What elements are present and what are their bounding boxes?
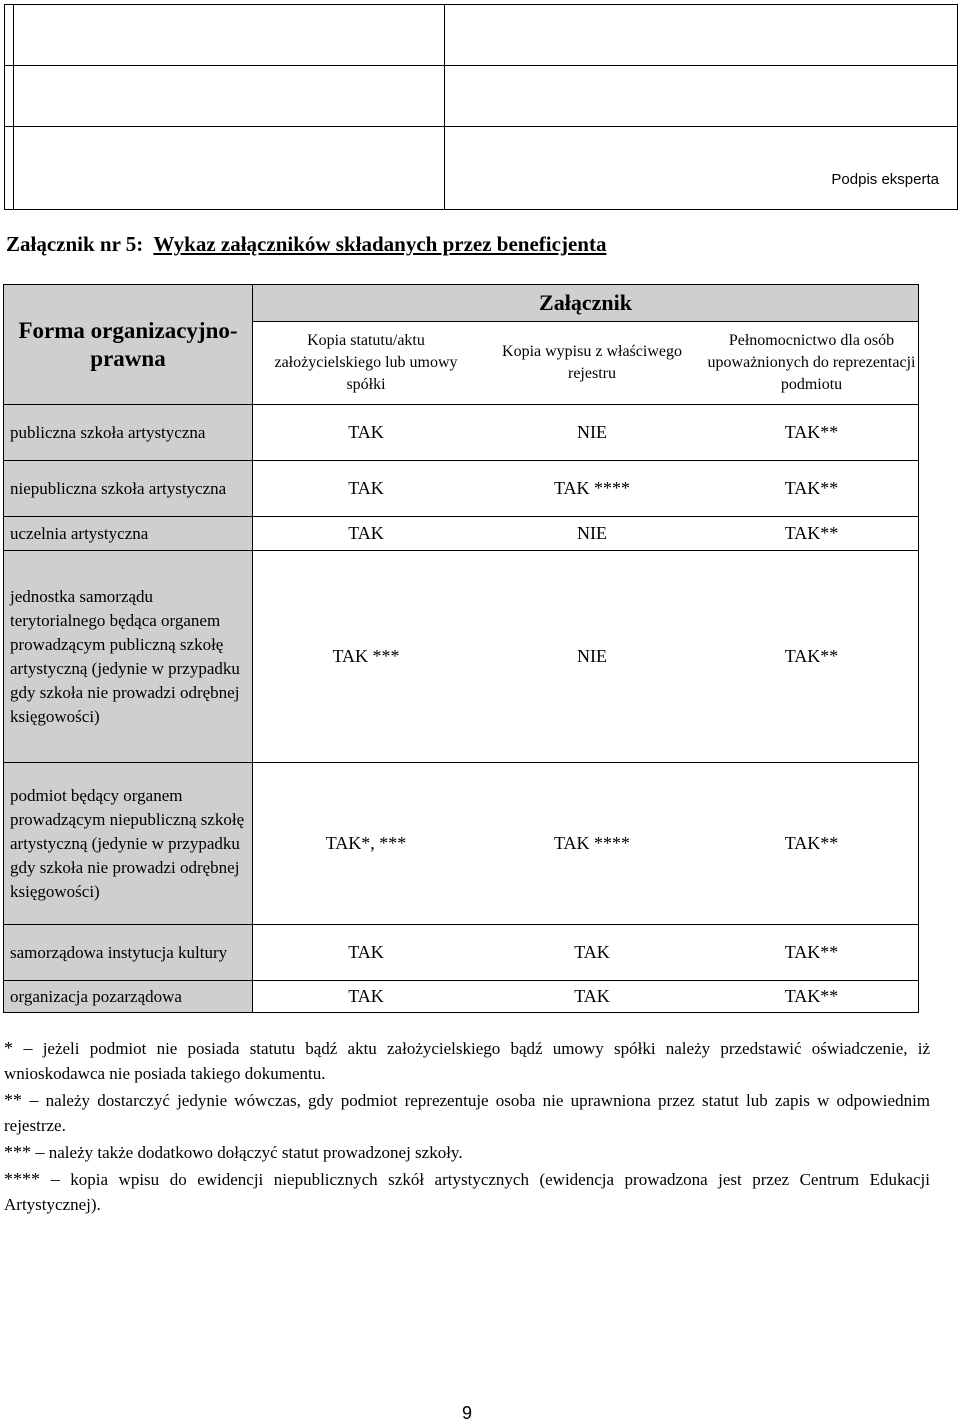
- cell-register: NIE: [479, 405, 705, 461]
- cell-statute: TAK: [253, 517, 480, 551]
- footnote-mark: *** –: [4, 1142, 45, 1162]
- cell-attorney: TAK**: [705, 551, 919, 763]
- sig-cell: [5, 66, 14, 127]
- footnote-text: jeżeli podmiot nie posiada statutu bądź aktu założycielskiego bądź umowy spółki należy przedstawić oświadczenie, iż wnioskodawca nie posiada takiego dokumentu.: [4, 1039, 931, 1083]
- row-org: podmiot będący organem prowadzącym niepubliczną szkołę artystyczną (jedynie w przypadku gdy szkoła nie prowadzi odrębnej księgowości): [4, 763, 253, 925]
- footnote: [4, 1140, 930, 1165]
- column-header-power-of-attorney: Pełnomocnictwo dla osób upoważnionych do reprezentacji podmiotu: [705, 322, 919, 405]
- page-title: [6, 232, 606, 257]
- org-form-header: Forma organizacyjno-prawna: [4, 285, 253, 405]
- column-header-register: Kopia wypisu z właściwego rejestru: [479, 322, 705, 405]
- sig-cell: [5, 127, 14, 210]
- cell-register: NIE: [479, 517, 705, 551]
- cell-statute: TAK ***: [253, 551, 480, 763]
- cell-register: TAK: [479, 925, 705, 981]
- footnote-mark: * –: [4, 1038, 33, 1058]
- footnote-text: kopia wpisu do ewidencji niepublicznych szkół artystycznych (ewidencja prowadzona jest przez Centrum Edukacji Artystycznej).: [4, 1170, 930, 1214]
- sig-cell: [14, 127, 445, 210]
- cell-statute: TAK: [253, 405, 480, 461]
- footnote: [4, 1088, 930, 1138]
- footnote-text: należy także dodatkowo dołączyć statut prowadzonej szkoły.: [48, 1143, 463, 1162]
- row-org: niepubliczna szkoła artystyczna: [4, 461, 253, 517]
- footnote-mark: ** –: [4, 1090, 39, 1110]
- cell-attorney: TAK**: [705, 925, 919, 981]
- row-org: jednostka samorządu terytorialnego będąca organem prowadzącym publiczną szkołę artystyczną (jedynie w przypadku gdy szkoła nie prowadzi odrębnej księgowości): [4, 551, 253, 763]
- sig-cell: [14, 66, 445, 127]
- row-org: publiczna szkoła artystyczna: [4, 405, 253, 461]
- cell-statute: TAK: [253, 981, 480, 1013]
- sig-cell: [445, 66, 958, 127]
- row-org: samorządowa instytucja kultury: [4, 925, 253, 981]
- cell-statute: TAK: [253, 461, 480, 517]
- title-text: Wykaz załączników składanych przez beneficjenta: [153, 232, 607, 256]
- cell-attorney: TAK**: [705, 461, 919, 517]
- page-number: 9: [461, 1403, 472, 1423]
- footnote: [4, 1167, 930, 1217]
- sig-cell: [5, 5, 14, 66]
- row-org: uczelnia artystyczna: [4, 517, 253, 551]
- footnote: [4, 1036, 930, 1086]
- signature-label: Podpis eksperta: [445, 127, 958, 210]
- signature-grid: [4, 4, 958, 210]
- cell-statute: TAK: [253, 925, 480, 981]
- attachment-group-header: Załącznik: [253, 285, 919, 322]
- footnotes: [4, 1036, 930, 1219]
- footnote-text: należy dostarczyć jedynie wówczas, gdy podmiot reprezentuje osoba nie uprawniona przez statut lub zapis w odpowiednim rejestrze.: [4, 1091, 931, 1135]
- cell-attorney: TAK**: [705, 517, 919, 551]
- column-header-statute: Kopia statutu/aktu założycielskiego lub umowy spółki: [253, 322, 480, 405]
- cell-statute: TAK*, ***: [253, 763, 480, 925]
- cell-register: TAK ****: [479, 461, 705, 517]
- cell-register: NIE: [479, 551, 705, 763]
- sig-cell: [445, 5, 958, 66]
- cell-attorney: TAK**: [705, 405, 919, 461]
- attachments-table: [3, 284, 919, 1013]
- footnote-mark: **** –: [4, 1169, 60, 1189]
- cell-attorney: TAK**: [705, 981, 919, 1013]
- cell-register: TAK: [479, 981, 705, 1013]
- row-org: organizacja pozarządowa: [4, 981, 253, 1013]
- title-prefix: Załącznik nr 5:: [6, 232, 144, 256]
- cell-attorney: TAK**: [705, 763, 919, 925]
- cell-register: TAK ****: [479, 763, 705, 925]
- sig-cell: [14, 5, 445, 66]
